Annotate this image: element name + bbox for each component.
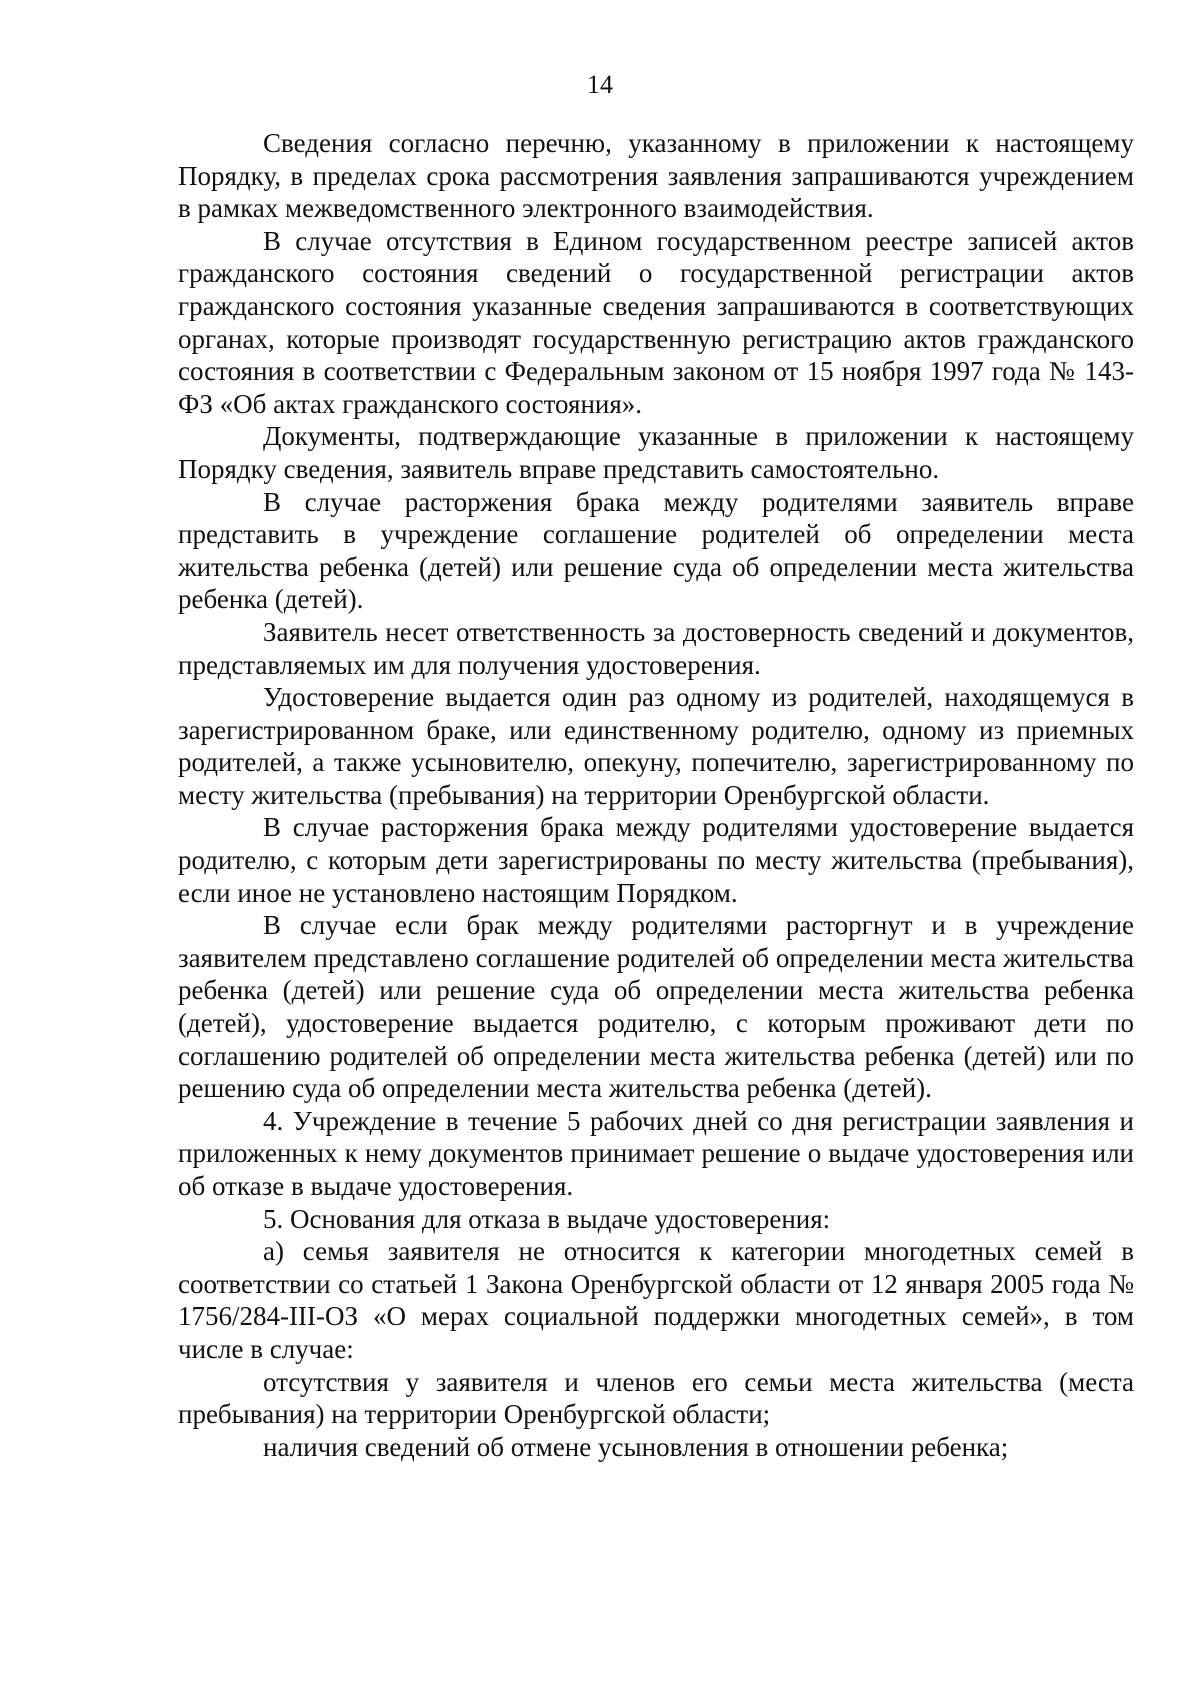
paragraph-responsibility: Заявитель несет ответственность за достоверность сведений и документов, представляемых им для получения удостоверения. [178, 616, 1134, 680]
paragraph-no-residence: отсутствия у заявителя и членов его семьи места жительства (места пребывания) на территории Оренбургской области; [178, 1366, 1134, 1430]
paragraph-info-request: Сведения согласно перечню, указанному в приложении к настоящему Порядку, в пределах срока рассмотрения заявления запрашиваются учреждением в рамках межведомственного электронного взаимодействия. [178, 128, 1134, 224]
paragraph-adoption-cancel: наличия сведений об отмене усыновления в отношении ребенка; [263, 1431, 1009, 1462]
document-body [178, 127, 1134, 1463]
paragraph-documents-self: Документы, подтверждающие указанные в приложении к настоящему Порядку сведения, заявитель вправе представить самостоятельно. [178, 421, 1134, 484]
page-number: 14 [587, 70, 613, 99]
paragraph-issued-once: Удостоверение выдается один раз одному из родителей, находящемуся в зарегистрированном браке, или единственному родителю, одному из приемных родителей, а также усыновителю, опекуну, попечителю, зарегистрированному по месту жительства (пребывания) на территории Оренбургской области. [178, 682, 1134, 810]
paragraph-divorce-issue: В случае расторжения брака между родителями удостоверение выдается родителю, с которым дети зарегистрированы по месту жительства (пребывания), если иное не установлено настоящим Порядком. [178, 812, 1134, 908]
paragraph-item-5a: а) семья заявителя не относится к категории многодетных семей в соответствии со статьей 1 Закона Оренбургской области от 12 января 2005 года № 1756/284-III-ОЗ «О мерах социальной поддержки многодетных семей», в том числе в случае: [178, 1236, 1134, 1364]
paragraph-divorce-court: В случае если брак между родителями расторгнут и в учреждение заявителем представлено соглашение родителей об определении места жительства ребенка (детей) или решение суда об определении места жительства ребенка (детей), удостоверение выдается родителю, с которым проживают дети по соглашению родителей об определении места жительства ребенка (детей) или по решению суда об определении места жительства ребенка (детей). [178, 910, 1134, 1104]
paragraph-item-5: 5. Основания для отказа в выдаче удостоверения: [263, 1203, 831, 1234]
paragraph-item-4: 4. Учреждение в течение 5 рабочих дней со дня регистрации заявления и приложенных к нему документов принимает решение о выдаче удостоверения или об отказе в выдаче удостоверения. [178, 1105, 1134, 1201]
paragraph-divorce-agreement: В случае расторжения брака между родителями заявитель вправе представить в учреждение соглашение родителей об определении места жительства ребенка (детей) или решение суда об определении места жительства ребенка (детей). [178, 486, 1134, 615]
paragraph-civil-registry: В случае отсутствия в Едином государственном реестре записей актов гражданского состояния сведений о государственной регистрации актов гражданского состояния указанные сведения запрашиваются в соответствующих органах, которые производят государственную регистрацию актов гражданского состояния в соответствии с Федеральным законом от 15 ноября 1997 года № 143-ФЗ «Об актах гражданского состояния». [178, 225, 1134, 419]
